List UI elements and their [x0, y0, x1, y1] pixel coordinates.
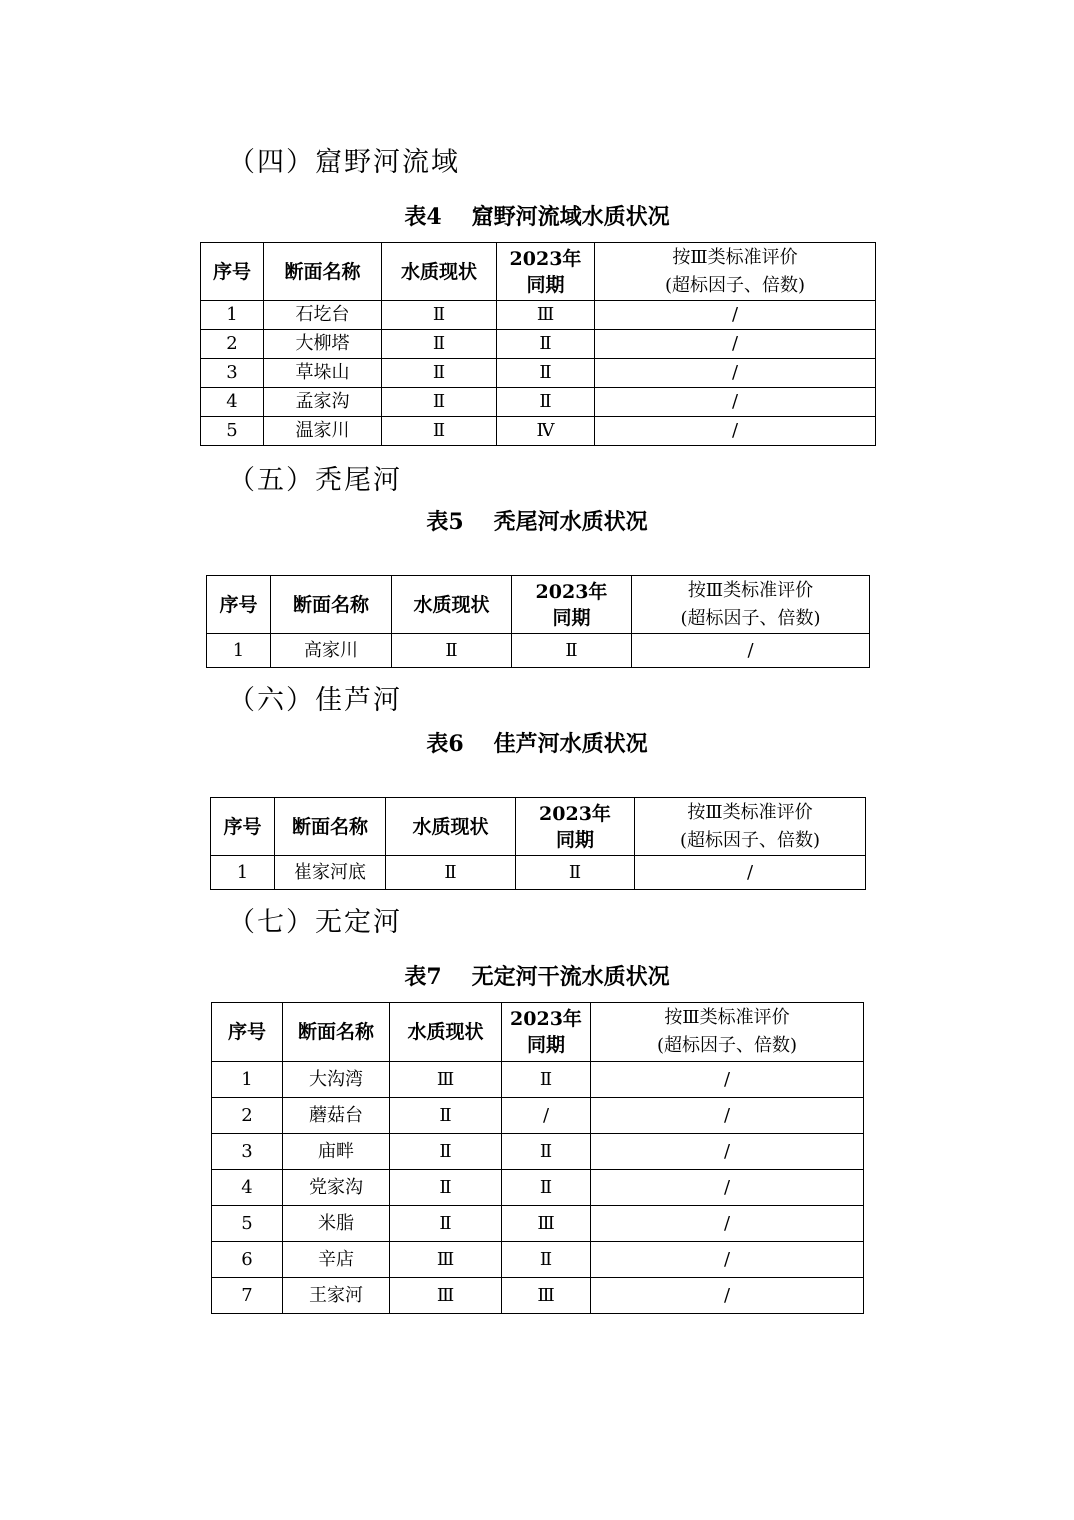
table-cell: Ⅱ [516, 856, 635, 890]
table-cell: Ⅱ [390, 1098, 502, 1134]
table-row [212, 1242, 864, 1278]
col-header-no: 序号 [201, 243, 264, 301]
water-quality-table-7 [211, 1002, 864, 1314]
table-cell: Ⅱ [502, 1170, 591, 1206]
table-cell: 高家川 [271, 634, 392, 668]
header-line: 2023年 [535, 580, 608, 603]
section-heading-5: （五）秃尾河 [228, 465, 402, 496]
table-cell: / [632, 634, 870, 668]
table-cell: 石圪台 [264, 301, 382, 330]
header-line: 按Ⅲ类标准评价 [672, 246, 798, 268]
header-line: (超标因子、倍数) [679, 829, 821, 851]
table-row [207, 634, 870, 668]
table-cell: 1 [207, 634, 271, 668]
table-cell: 3 [201, 359, 264, 388]
table-cell: Ⅲ [502, 1278, 591, 1314]
table-cell: Ⅱ [502, 1134, 591, 1170]
table-cell: 4 [201, 388, 264, 417]
table-cell: Ⅱ [497, 388, 595, 417]
table-cell: Ⅱ [392, 634, 512, 668]
table-row [212, 1098, 864, 1134]
col-header-year [497, 243, 595, 301]
table-header-row [207, 576, 870, 634]
table-cell: / [595, 417, 876, 446]
table-number: 表5 [426, 509, 464, 535]
col-header-status: 水质现状 [390, 1003, 502, 1062]
col-header-name: 断面名称 [275, 798, 386, 856]
table-row [212, 1134, 864, 1170]
table-title: 秃尾河水质状况 [493, 509, 648, 535]
table-header-row [211, 798, 866, 856]
section-heading-6: （六）佳芦河 [228, 685, 402, 716]
table-cell: 辛店 [283, 1242, 390, 1278]
section-heading-4: （四）窟野河流域 [228, 147, 460, 178]
table-cell: 5 [212, 1206, 283, 1242]
header-line: 2023年 [509, 247, 582, 270]
table-title: 窟野河流域水质状况 [471, 204, 670, 230]
table-cell: / [635, 856, 866, 890]
table-cell: 庙畔 [283, 1134, 390, 1170]
table-cell: / [591, 1278, 864, 1314]
table-row [212, 1278, 864, 1314]
table-number: 表7 [404, 964, 442, 990]
table-cell: Ⅲ [497, 301, 595, 330]
col-header-no: 序号 [212, 1003, 283, 1062]
col-header-status: 水质现状 [392, 576, 512, 634]
header-line: 2023年 [539, 802, 611, 825]
table-cell: Ⅲ [390, 1278, 502, 1314]
table-cell: Ⅱ [502, 1062, 591, 1098]
table-cell: 崔家河底 [275, 856, 386, 890]
table-cell: Ⅱ [502, 1242, 591, 1278]
table-row [201, 388, 876, 417]
col-header-year [512, 576, 632, 634]
table-cell: 3 [212, 1134, 283, 1170]
col-header-no: 序号 [207, 576, 271, 634]
table-caption-4 [0, 200, 1074, 231]
table-cell: 大沟湾 [283, 1062, 390, 1098]
table-cell: / [595, 388, 876, 417]
water-quality-table-4 [200, 242, 876, 446]
table-cell: 4 [212, 1170, 283, 1206]
table-cell: Ⅱ [497, 359, 595, 388]
col-header-status: 水质现状 [386, 798, 516, 856]
col-header-eval [632, 576, 870, 634]
table-title: 佳芦河水质状况 [493, 731, 648, 757]
table-cell: 6 [212, 1242, 283, 1278]
table-title: 无定河干流水质状况 [471, 964, 670, 990]
header-line: 按Ⅲ类标准评价 [687, 801, 813, 823]
table-cell: 1 [212, 1062, 283, 1098]
table-cell: 蘑菇台 [283, 1098, 390, 1134]
table-cell: 7 [212, 1278, 283, 1314]
table-cell: 1 [211, 856, 275, 890]
table-cell: / [591, 1098, 864, 1134]
col-header-no: 序号 [211, 798, 275, 856]
table-cell: Ⅲ [390, 1242, 502, 1278]
header-line: 同期 [552, 606, 591, 629]
table-cell: / [591, 1134, 864, 1170]
header-line: (超标因子、倍数) [656, 1035, 798, 1056]
table-cell: 草垛山 [264, 359, 382, 388]
table-cell: 2 [212, 1098, 283, 1134]
table-cell: 王家河 [283, 1278, 390, 1314]
table-cell: 温家川 [264, 417, 382, 446]
header-line: 同期 [526, 1034, 565, 1056]
col-header-year [516, 798, 635, 856]
col-header-name: 断面名称 [271, 576, 392, 634]
col-header-name: 断面名称 [264, 243, 382, 301]
table-number: 表6 [426, 731, 464, 757]
table-cell: / [502, 1098, 591, 1134]
table-cell: Ⅱ [390, 1206, 502, 1242]
table-cell: Ⅱ [390, 1170, 502, 1206]
table-caption-7 [0, 960, 1074, 991]
table-cell: / [595, 359, 876, 388]
table-cell: Ⅱ [497, 330, 595, 359]
table-cell: / [595, 301, 876, 330]
table-row [201, 301, 876, 330]
table-row [211, 856, 866, 890]
header-line: 按Ⅲ类标准评价 [664, 1007, 790, 1028]
table-cell: / [591, 1170, 864, 1206]
table-cell: Ⅲ [502, 1206, 591, 1242]
table-cell: / [591, 1206, 864, 1242]
table-cell: Ⅱ [386, 856, 516, 890]
table-cell: 党家沟 [283, 1170, 390, 1206]
table-row [212, 1206, 864, 1242]
col-header-year [502, 1003, 591, 1062]
col-header-eval [635, 798, 866, 856]
table-cell: Ⅲ [390, 1062, 502, 1098]
table-cell: Ⅳ [497, 417, 595, 446]
table-number: 表4 [404, 204, 442, 230]
table-row [201, 417, 876, 446]
table-cell: Ⅱ [382, 330, 497, 359]
header-line: (超标因子、倍数) [664, 274, 806, 296]
water-quality-table-6 [210, 797, 866, 890]
header-line: 同期 [526, 273, 565, 296]
table-cell: 大柳塔 [264, 330, 382, 359]
table-cell: 孟家沟 [264, 388, 382, 417]
table-header-row [201, 243, 876, 301]
col-header-status: 水质现状 [382, 243, 497, 301]
table-cell: 2 [201, 330, 264, 359]
header-line: 同期 [555, 828, 594, 851]
table-cell: Ⅱ [382, 301, 497, 330]
table-cell: / [595, 330, 876, 359]
col-header-eval [591, 1003, 864, 1062]
header-line: 按Ⅲ类标准评价 [687, 579, 814, 601]
table-cell: / [591, 1242, 864, 1278]
table-caption-5 [0, 505, 1074, 536]
table-row [201, 330, 876, 359]
header-line: 2023年 [510, 1008, 582, 1030]
table-row [212, 1062, 864, 1098]
table-caption-6 [0, 727, 1074, 758]
table-header-row [212, 1003, 864, 1062]
table-cell: 米脂 [283, 1206, 390, 1242]
table-cell: / [591, 1062, 864, 1098]
table-cell: 5 [201, 417, 264, 446]
table-cell: Ⅱ [390, 1134, 502, 1170]
water-quality-table-5 [206, 575, 870, 668]
table-cell: Ⅱ [382, 417, 497, 446]
table-row [201, 359, 876, 388]
header-line: (超标因子、倍数) [680, 607, 821, 629]
table-cell: Ⅱ [512, 634, 632, 668]
table-cell: Ⅱ [382, 359, 497, 388]
table-cell: 1 [201, 301, 264, 330]
table-cell: Ⅱ [382, 388, 497, 417]
section-heading-7: （七）无定河 [228, 907, 402, 938]
table-row [212, 1170, 864, 1206]
col-header-eval [595, 243, 876, 301]
col-header-name: 断面名称 [283, 1003, 390, 1062]
